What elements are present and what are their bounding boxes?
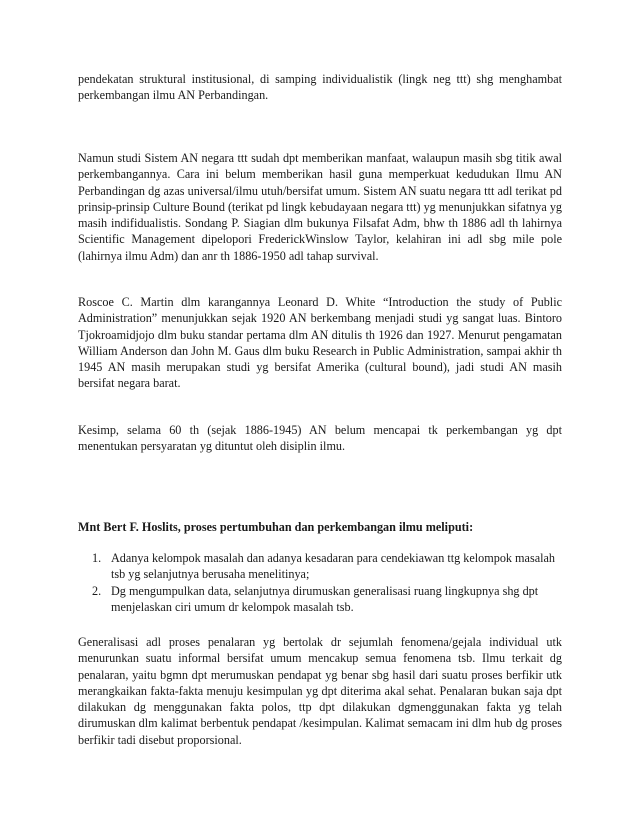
- list-item-number: 2.: [92, 583, 102, 598]
- list-item-number: 1.: [92, 551, 102, 565]
- list-item-text: Dg mengumpulkan data, selanjutnya dirumuskan generalisasi ruang lingkupnya shg dpt menjelaskan ciri umum dr kelompok masalah tsb.: [111, 583, 539, 614]
- list-item: [78, 550, 562, 583]
- paragraph-3: Roscoe C. Martin dlm karangannya Leonard D. White “Introduction the study of Public Administration” menunjukkan sejak 1920 AN berkembang menjadi studi yg sangat luas. Bintoro Tjokroamidjojo dlm buku standar pertama dlm AN ditulis th 1926 dan 1927. Menurut pengamatan William Anderson dan John M. Gaus dlm buku Research in Public Administration, sampai akhir th 1945 AN masih merupakan studi yg bersifat Amerika (cultural bound), jadi studi AN masih bersifat negara barat.: [78, 295, 562, 391]
- paragraph-1: pendekatan struktural institusional, di samping individualistik (lingk neg ttt) shg menghambat perkembangan ilmu AN Perbandingan.: [78, 72, 562, 103]
- list-item-text: Adanya kelompok masalah dan adanya kesadaran para cendekiawan ttg kelompok masalah tsb yg selanjutnya berusaha menelitinya;: [111, 551, 555, 582]
- paragraph-4: Kesimp, selama 60 th (sejak 1886-1945) AN belum mencapai tk perkembangan yg dpt menentukan persyaratan yg dituntut oleh disiplin ilmu.: [78, 423, 562, 454]
- numbered-list: [78, 550, 562, 615]
- paragraph-6: Generalisasi adl proses penalaran yg bertolak dr sejumlah fenomena/gejala individual utk menurunkan suatu informal bersifat umum mencakup semua fenomena tsb. Ilmu terkait dg penalaran, yaitu bgmn dpt merumuskan pendapat yg benar sbg hasil dari suatu proses berfikir utk merangkaikan fakta-fakta menuju kesimpulan yg dpt diterima akal sehat. Penalaran bukan saja dpt dilakukan dg menggunakan fakta polos, ttp dpt dilakukan dgmenggunakan fakta yg telah dirumuskan dlm kalimat berbentuk pendapat /kesimpulan. Kalimat semacam ini dlm hub dg proses berfikir tadi disebut proporsional.: [78, 635, 562, 747]
- list-item: [78, 583, 562, 616]
- paragraph-2: Namun studi Sistem AN negara ttt sudah dpt memberikan manfaat, walaupun masih sbg titik awal perkembangannya. Cara ini belum memberikan hasil guna memperkuat kedudukan Ilmu AN Perbandingan dg azas universal/ilmu utuh/bersifat umum. Sistem AN suatu negara ttt adl terikat pd prinsip-prinsip Culture Bound (terikat pd lingk kebudayaan negara ttt) yg menunjukkan sifatnya yg masih indifidualistis. Sondang P. Siagian dlm bukunya Filsafat Adm, bhw th 1886 adl th lahirnya Scientific Management dipelopori FrederickWinslow Taylor, kelahiran ini adl sbg mile pole (lahirnya ilmu Adm) dan anr th 1886-1950 adl tahap survival.: [78, 151, 563, 263]
- section-heading: Mnt Bert F. Hoslits, proses pertumbuhan dan perkembangan ilmu meliputi:: [78, 520, 474, 534]
